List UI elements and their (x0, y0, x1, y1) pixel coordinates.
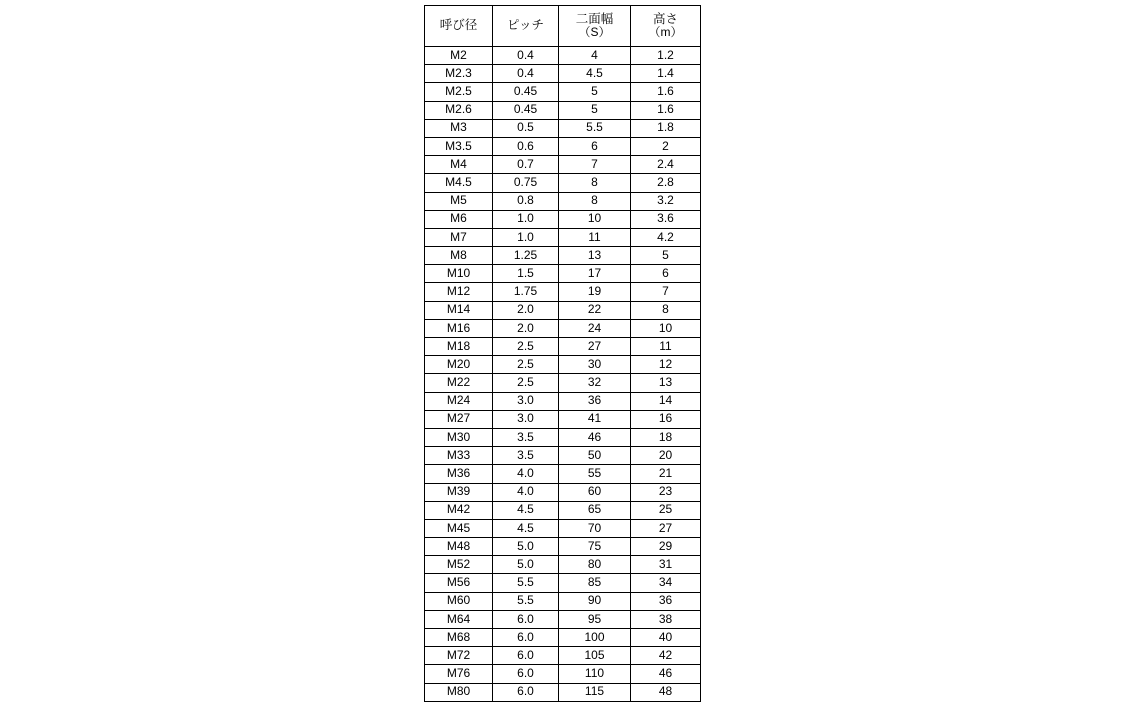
table-cell: 2.0 (493, 319, 559, 337)
table-cell: M60 (425, 592, 493, 610)
table-cell: 36 (559, 392, 631, 410)
table-cell: 1.6 (631, 83, 701, 101)
table-cell: M22 (425, 374, 493, 392)
table-cell: 0.4 (493, 65, 559, 83)
table-cell: 23 (631, 483, 701, 501)
table-cell: 85 (559, 574, 631, 592)
table-cell: M20 (425, 356, 493, 374)
table-cell: 0.5 (493, 119, 559, 137)
table-cell: 6 (631, 265, 701, 283)
table-cell: 8 (559, 174, 631, 192)
table-cell: 1.2 (631, 47, 701, 65)
table-cell: 110 (559, 665, 631, 683)
table-cell: M2.3 (425, 65, 493, 83)
table-row (425, 647, 701, 665)
table-cell: 65 (559, 501, 631, 519)
table-row (425, 156, 701, 174)
table-cell: 10 (559, 210, 631, 228)
table-cell: 6.0 (493, 610, 559, 628)
table-cell: 3.5 (493, 447, 559, 465)
table-cell: 2.4 (631, 156, 701, 174)
table-row (425, 47, 701, 65)
table-cell: 1.5 (493, 265, 559, 283)
table-row (425, 538, 701, 556)
table-cell: 8 (631, 301, 701, 319)
table-cell: 95 (559, 610, 631, 628)
table-cell: 29 (631, 538, 701, 556)
table-row (425, 119, 701, 137)
table-cell: 5.5 (493, 592, 559, 610)
table-cell: M45 (425, 519, 493, 537)
table-cell: M3 (425, 119, 493, 137)
table-cell: 6.0 (493, 683, 559, 701)
table-row (425, 137, 701, 155)
table-cell: 0.75 (493, 174, 559, 192)
table-cell: 17 (559, 265, 631, 283)
table-cell: 4.5 (493, 501, 559, 519)
table-cell: 25 (631, 501, 701, 519)
table-cell: M80 (425, 683, 493, 701)
table-cell: M30 (425, 428, 493, 446)
table-cell: 46 (631, 665, 701, 683)
column-header-height-main: 高さ (652, 11, 678, 26)
table-row (425, 483, 701, 501)
table-cell: 30 (559, 356, 631, 374)
table-cell: M3.5 (425, 137, 493, 155)
table-row (425, 465, 701, 483)
table-row (425, 574, 701, 592)
column-header-width-across-flats-main: 二面幅 (575, 11, 614, 26)
table-cell: 100 (559, 629, 631, 647)
table-cell: 1.4 (631, 65, 701, 83)
table-cell: 5.5 (559, 119, 631, 137)
table-row (425, 683, 701, 701)
table-cell: 36 (631, 592, 701, 610)
table-cell: M42 (425, 501, 493, 519)
table-row (425, 374, 701, 392)
table-cell: 105 (559, 647, 631, 665)
table-cell: 1.0 (493, 228, 559, 246)
table-cell: 8 (559, 192, 631, 210)
table-cell: 3.2 (631, 192, 701, 210)
table-cell: M33 (425, 447, 493, 465)
table-cell: 11 (559, 228, 631, 246)
table-row (425, 228, 701, 246)
table-cell: 1.75 (493, 283, 559, 301)
table-cell: 7 (631, 283, 701, 301)
table-cell: 13 (631, 374, 701, 392)
table-cell: 5.0 (493, 556, 559, 574)
table-cell: 7 (559, 156, 631, 174)
table-row (425, 210, 701, 228)
table-cell: M10 (425, 265, 493, 283)
table-cell: 115 (559, 683, 631, 701)
table-cell: 50 (559, 447, 631, 465)
table-cell: 4.0 (493, 465, 559, 483)
table-cell: 48 (631, 683, 701, 701)
column-header-height (631, 6, 701, 47)
table-row (425, 610, 701, 628)
table-cell: 46 (559, 428, 631, 446)
table-cell: 2.5 (493, 338, 559, 356)
table-cell: 18 (631, 428, 701, 446)
column-header-nominal-diameter (425, 6, 493, 47)
column-header-pitch (493, 6, 559, 47)
table-row (425, 501, 701, 519)
nut-dimension-table (424, 5, 701, 702)
table-cell: M52 (425, 556, 493, 574)
table-cell: 2.5 (493, 356, 559, 374)
table-cell: M56 (425, 574, 493, 592)
table-cell: 4.0 (493, 483, 559, 501)
table-row (425, 556, 701, 574)
table-cell: 1.6 (631, 101, 701, 119)
table-row (425, 283, 701, 301)
table-row (425, 83, 701, 101)
table-cell: 70 (559, 519, 631, 537)
table-cell: M27 (425, 410, 493, 428)
table-cell: 27 (559, 338, 631, 356)
table-row (425, 247, 701, 265)
table-cell: M18 (425, 338, 493, 356)
table-cell: 0.4 (493, 47, 559, 65)
table-cell: 90 (559, 592, 631, 610)
column-header-width-across-flats-sub: （S） (578, 25, 611, 40)
table-row (425, 265, 701, 283)
column-header-nominal-diameter-main: 呼び径 (439, 18, 478, 33)
table-cell: 3.0 (493, 392, 559, 410)
table-row (425, 519, 701, 537)
table-cell: 32 (559, 374, 631, 392)
table-cell: 4.2 (631, 228, 701, 246)
table-row (425, 428, 701, 446)
table-cell: 0.45 (493, 83, 559, 101)
table-cell: 75 (559, 538, 631, 556)
table-cell: 6.0 (493, 665, 559, 683)
table-header (425, 6, 701, 47)
table-cell: 10 (631, 319, 701, 337)
table-row (425, 65, 701, 83)
table-cell: M5 (425, 192, 493, 210)
table-cell: 16 (631, 410, 701, 428)
table-cell: 3.6 (631, 210, 701, 228)
table-cell: M2 (425, 47, 493, 65)
table-cell: M16 (425, 319, 493, 337)
table-cell: 3.0 (493, 410, 559, 428)
table-cell: M2.6 (425, 101, 493, 119)
column-header-width-across-flats (559, 6, 631, 47)
table-cell: 21 (631, 465, 701, 483)
table-cell: M68 (425, 629, 493, 647)
table-cell: 14 (631, 392, 701, 410)
table-cell: M6 (425, 210, 493, 228)
spec-table-container (424, 5, 701, 702)
table-cell: 27 (631, 519, 701, 537)
table-cell: M2.5 (425, 83, 493, 101)
table-cell: 24 (559, 319, 631, 337)
table-cell: 2.5 (493, 374, 559, 392)
table-cell: 80 (559, 556, 631, 574)
table-cell: 0.6 (493, 137, 559, 155)
table-cell: 5 (631, 247, 701, 265)
table-header-row (425, 6, 701, 47)
table-cell: 6.0 (493, 647, 559, 665)
table-cell: 4 (559, 47, 631, 65)
table-cell: 1.25 (493, 247, 559, 265)
table-row (425, 301, 701, 319)
table-cell: 5.5 (493, 574, 559, 592)
table-row (425, 338, 701, 356)
table-cell: 3.5 (493, 428, 559, 446)
table-cell: 6.0 (493, 629, 559, 647)
table-cell: M39 (425, 483, 493, 501)
column-header-height-sub: （m） (648, 25, 683, 40)
table-cell: 60 (559, 483, 631, 501)
table-cell: 41 (559, 410, 631, 428)
table-cell: 2.0 (493, 301, 559, 319)
table-row (425, 174, 701, 192)
table-cell: 5 (559, 101, 631, 119)
table-cell: M24 (425, 392, 493, 410)
table-cell: 20 (631, 447, 701, 465)
table-cell: M4.5 (425, 174, 493, 192)
table-row (425, 192, 701, 210)
table-cell: 40 (631, 629, 701, 647)
table-row (425, 101, 701, 119)
table-row (425, 356, 701, 374)
table-cell: 1.0 (493, 210, 559, 228)
table-cell: M76 (425, 665, 493, 683)
table-row (425, 447, 701, 465)
table-cell: M4 (425, 156, 493, 174)
table-cell: 38 (631, 610, 701, 628)
table-cell: M12 (425, 283, 493, 301)
table-row (425, 592, 701, 610)
table-cell: 4.5 (493, 519, 559, 537)
table-cell: 22 (559, 301, 631, 319)
table-cell: 0.7 (493, 156, 559, 174)
table-cell: 0.45 (493, 101, 559, 119)
table-cell: 2.8 (631, 174, 701, 192)
table-cell: 19 (559, 283, 631, 301)
table-cell: 34 (631, 574, 701, 592)
column-header-pitch-main: ピッチ (506, 18, 544, 33)
table-cell: M48 (425, 538, 493, 556)
table-cell: 2 (631, 137, 701, 155)
table-cell: 13 (559, 247, 631, 265)
table-cell: 5 (559, 83, 631, 101)
table-cell: M36 (425, 465, 493, 483)
table-cell: M72 (425, 647, 493, 665)
table-cell: 55 (559, 465, 631, 483)
table-row (425, 410, 701, 428)
table-cell: M7 (425, 228, 493, 246)
table-cell: 0.8 (493, 192, 559, 210)
table-cell: 6 (559, 137, 631, 155)
table-cell: M14 (425, 301, 493, 319)
table-cell: 12 (631, 356, 701, 374)
table-body (425, 47, 701, 702)
table-cell: 1.8 (631, 119, 701, 137)
table-cell: 5.0 (493, 538, 559, 556)
table-cell: 42 (631, 647, 701, 665)
table-row (425, 392, 701, 410)
table-cell: 11 (631, 338, 701, 356)
table-row (425, 665, 701, 683)
table-cell: M64 (425, 610, 493, 628)
table-row (425, 319, 701, 337)
table-cell: 4.5 (559, 65, 631, 83)
table-row (425, 629, 701, 647)
table-cell: 31 (631, 556, 701, 574)
table-cell: M8 (425, 247, 493, 265)
